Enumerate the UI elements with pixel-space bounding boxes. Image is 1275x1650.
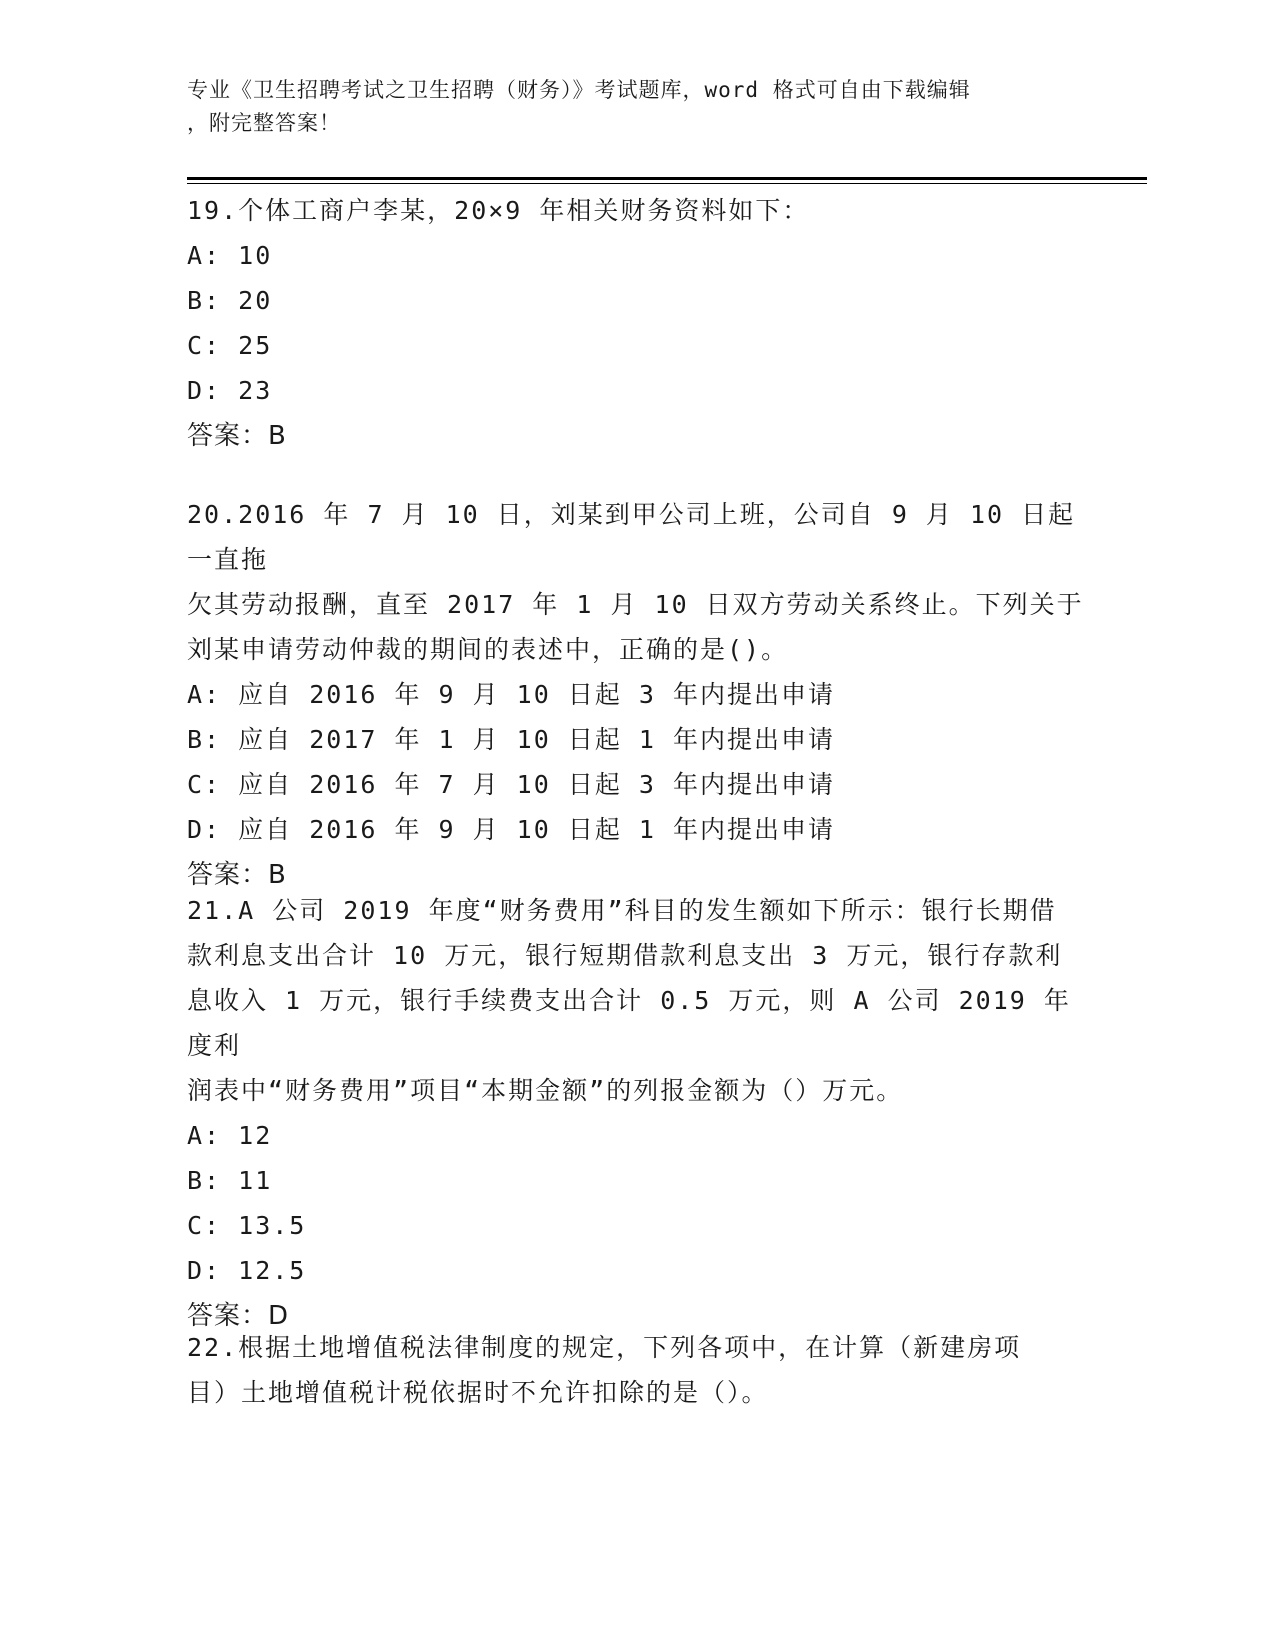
option-d: D: 应自 2016 年 9 月 10 日起 1 年内提出申请 <box>187 815 835 844</box>
option-b: B: 11 <box>187 1166 273 1195</box>
question-text-line: 20.2016 年 7 月 10 日，刘某到甲公司上班，公司自 9 月 10 日起一直拖 <box>187 500 1076 574</box>
option-c: C: 13.5 <box>187 1211 307 1240</box>
header-line-1: 专业《卫生招聘考试之卫生招聘（财务）》考试题库，word 格式可自由下载编辑 <box>187 78 971 102</box>
question-text-line: 润表中“财务费用”项目“本期金额”的列报金额为（）万元。 <box>187 1076 904 1105</box>
option-a: A: 10 <box>187 241 273 270</box>
question-text-line: 款利息支出合计 10 万元，银行短期借款利息支出 3 万元，银行存款利 <box>187 941 1063 970</box>
question-22 <box>187 1325 1087 1415</box>
header-divider-thin <box>187 183 1147 184</box>
option-a: A: 应自 2016 年 9 月 10 日起 3 年内提出申请 <box>187 680 835 709</box>
question-21 <box>187 888 1087 1339</box>
option-c: C: 25 <box>187 331 273 360</box>
question-text-line: 21.A 公司 2019 年度“财务费用”科目的发生额如下所示：银行长期借 <box>187 896 1057 925</box>
question-text-line: 刘某申请劳动仲裁的期间的表述中，正确的是()。 <box>187 635 789 664</box>
answer: 答案：D <box>187 1301 290 1331</box>
answer: 答案：B <box>187 860 287 890</box>
option-d: D: 23 <box>187 376 273 405</box>
option-b: B: 应自 2017 年 1 月 10 日起 1 年内提出申请 <box>187 725 835 754</box>
question-text-line: 欠其劳动报酬，直至 2017 年 1 月 10 日双方劳动关系终止。下列关于 <box>187 590 1084 619</box>
answer: 答案：B <box>187 421 287 451</box>
document-header <box>187 74 1067 140</box>
option-c: C: 应自 2016 年 7 月 10 日起 3 年内提出申请 <box>187 770 835 799</box>
question-19 <box>187 188 1087 459</box>
question-text: 19.个体工商户李某，20×9 年相关财务资料如下： <box>187 196 810 225</box>
option-a: A: 12 <box>187 1121 273 1150</box>
question-text-line: 22.根据土地增值税法律制度的规定，下列各项中，在计算（新建房项 <box>187 1333 1022 1362</box>
option-b: B: 20 <box>187 286 273 315</box>
header-line-2: ，附完整答案！ <box>187 111 341 135</box>
option-d: D: 12.5 <box>187 1256 307 1285</box>
question-20 <box>187 492 1087 898</box>
question-text-line: 目）土地增值税计税依据时不允许扣除的是（）。 <box>187 1378 769 1407</box>
question-text-line: 息收入 1 万元，银行手续费支出合计 0.5 万元，则 A 公司 2019 年度利 <box>187 986 1071 1060</box>
header-divider-thick <box>187 177 1147 180</box>
